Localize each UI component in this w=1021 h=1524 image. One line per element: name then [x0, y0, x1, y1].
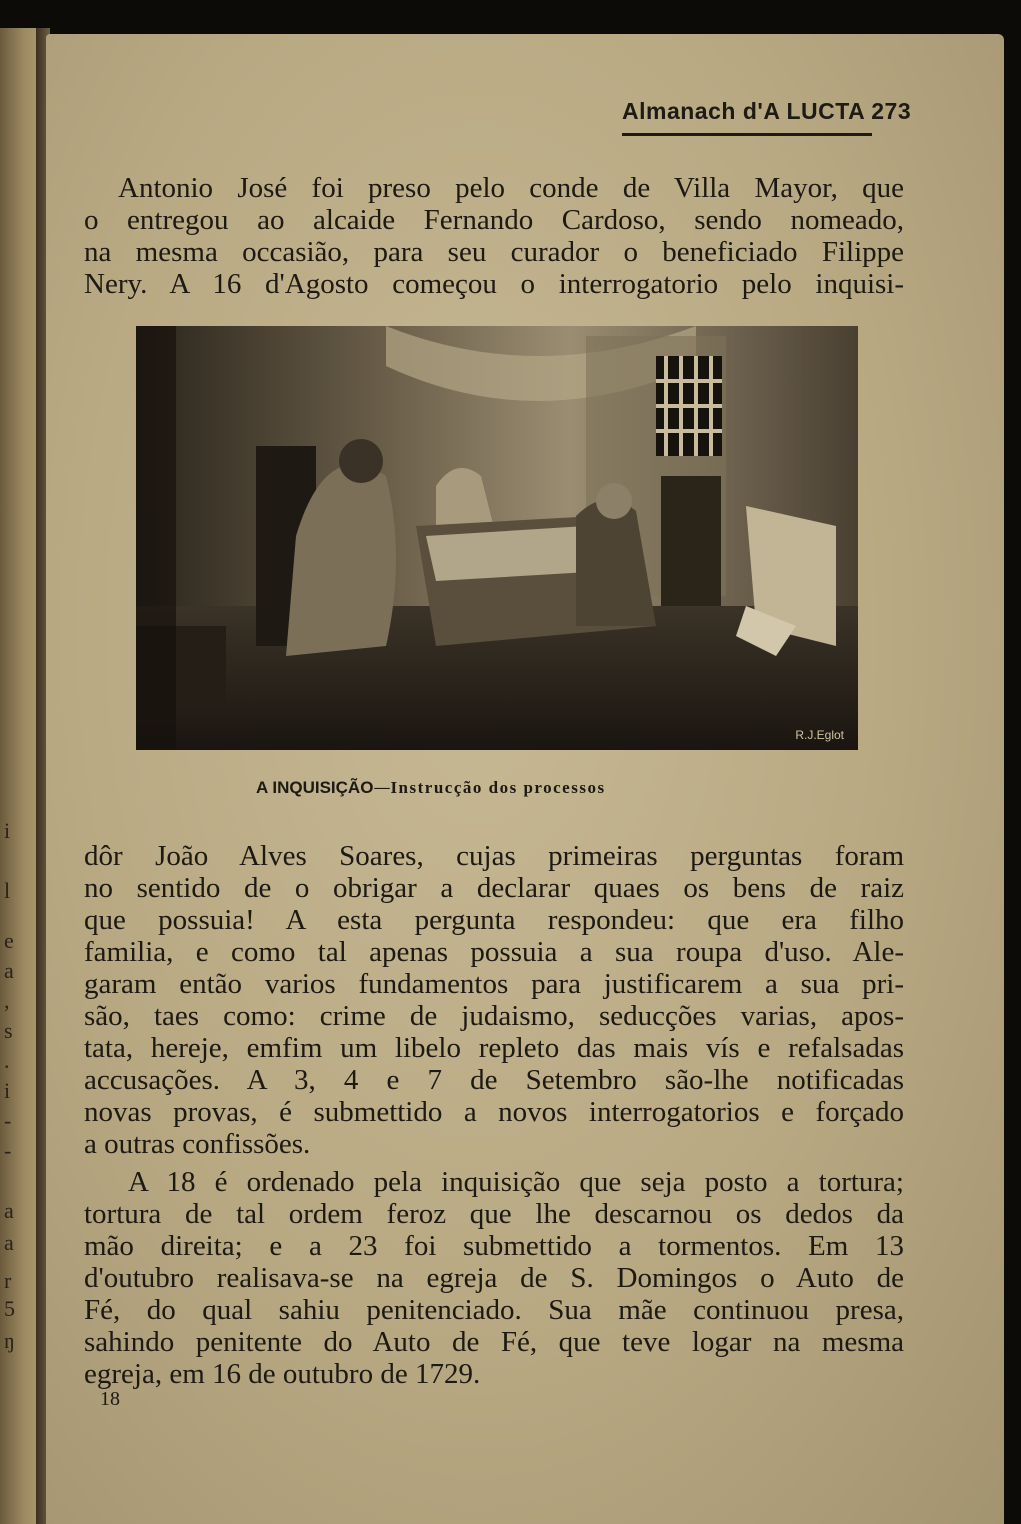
text-line: Fé, do qual sahiu penitenciado. Sua mãe continuou presa, [84, 1294, 904, 1326]
text-line: mão direita; e a 23 foi submettido a tormentos. Em 13 [84, 1230, 904, 1262]
caption-subtitle: Instrucção dos processos [390, 778, 606, 797]
text-line: accusações. A 3, 4 e 7 de Setembro são-lhe notificadas [84, 1064, 904, 1096]
text-line: na mesma occasião, para seu curador o beneficiado Filippe [84, 236, 904, 268]
margin-letter: , [4, 988, 10, 1013]
margin-letter: ŋ [4, 1328, 15, 1353]
margin-letter: i [4, 1078, 11, 1103]
illustration-caption [256, 778, 606, 798]
margin-letter: a [4, 1198, 14, 1223]
text-line: o entregou ao alcaide Fernando Cardoso, sendo nomeado, [84, 204, 904, 236]
caption-separator: — [373, 778, 391, 798]
text-line: que possuia! A esta pergunta respondeu: que era filho [84, 904, 904, 936]
running-header [622, 98, 911, 125]
illustration-drawing [136, 326, 858, 750]
text-line: A 18 é ordenado pela inquisição que seja posto a tortura; [128, 1166, 904, 1198]
text-line: tortura de tal ordem feroz que lhe descarnou os dedos da [84, 1198, 904, 1230]
inquisition-illustration [136, 326, 858, 750]
caption-title: A INQUISIÇÃO [256, 778, 374, 797]
margin-letter: . [4, 1048, 10, 1073]
margin-letter: - [4, 1108, 12, 1133]
text-line: familia, e como tal apenas possuia a sua roupa d'uso. Ale- [84, 936, 904, 968]
margin-letter: 5 [4, 1296, 15, 1321]
artist-signature: R.J.Eglot [795, 728, 844, 742]
text-line: egreja, em 16 de outubro de 1729. [84, 1358, 481, 1390]
text-line: são, taes como: crime de judaismo, seducções varias, apos- [84, 1000, 904, 1032]
page-number: 273 [871, 98, 912, 124]
text-line: Antonio José foi preso pelo conde de Villa Mayor, que [118, 172, 904, 204]
margin-letter: a [4, 1230, 14, 1255]
header-title: Almanach d'A LUCTA [622, 98, 865, 124]
text-line: no sentido de o obrigar a declarar quaes os bens de raiz [84, 872, 904, 904]
margin-letter: e [4, 928, 14, 953]
previous-page-text-fragments [2, 28, 24, 1524]
margin-letter: s [4, 1018, 13, 1043]
previous-page-edge [0, 28, 40, 1524]
text-line: novas provas, é submettido a novos interrogatorios e forçado [84, 1096, 904, 1128]
text-line: dôr João Alves Soares, cujas primeiras perguntas foram [84, 840, 904, 872]
margin-letter: l [4, 878, 11, 903]
signature-mark: 18 [100, 1388, 120, 1410]
text-line: a outras confissões. [84, 1128, 311, 1160]
margin-letter: - [4, 1138, 12, 1163]
text-line: sahindo penitente do Auto de Fé, que teve logar na mesma [84, 1326, 904, 1358]
margin-letter: a [4, 958, 14, 983]
margin-letter: i [4, 818, 11, 843]
text-line: garam então varios fundamentos para justificarem a sua pri- [84, 968, 904, 1000]
text-line: tata, hereje, emfim um libelo repleto das mais vís e refalsadas [84, 1032, 904, 1064]
text-line: d'outubro realisava-se na egreja de S. Domingos o Auto de [84, 1262, 904, 1294]
header-underline [622, 133, 872, 136]
text-line: Nery. A 16 d'Agosto começou o interrogatorio pelo inquisi- [84, 268, 904, 300]
margin-letter: r [4, 1268, 12, 1293]
